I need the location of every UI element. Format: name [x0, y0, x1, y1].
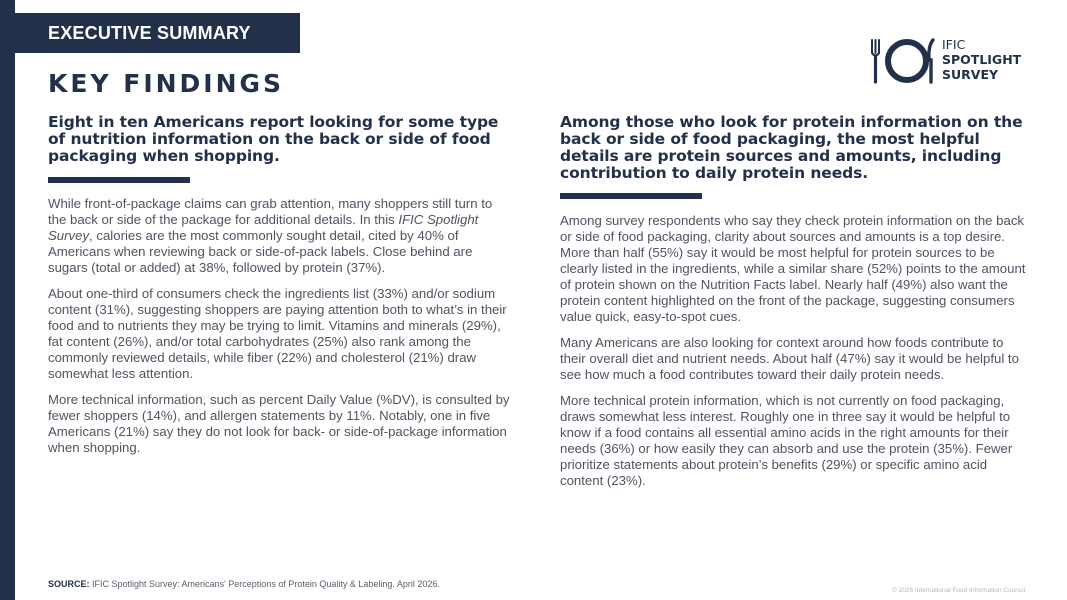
- left-divider: [48, 177, 190, 183]
- right-divider: [560, 193, 702, 199]
- right-paragraph-1: Among survey respondents who say they check protein information on the back or side of food packaging, clarity about sources and amounts is a top desire. More than half (55%) say it would be most helpful for protein sources to be clearly listed in the ingredients, while a similar share (52%) points to the amount of protein shown on the Nutrition Facts label. Nearly half (49%) also want the protein content highlighted on the front of the package, suggesting consumers value quick, easy-to-spot cues.: [560, 213, 1026, 324]
- source-label: SOURCE:: [48, 579, 90, 589]
- right-paragraph-3: More technical protein information, which is not currently on food packaging, draws somewhat less interest. Roughly one in three say it would be helpful to know if a food contains all essential amino acids in the right amounts for their needs (36%) or how easily they can absorb and use the protein (35%). Fewer prioritize statements about protein’s benefits (29%) or specific amino acid content (23%).: [560, 393, 1013, 488]
- copyright-notice: © 2026 International Food Information Council: [892, 587, 1026, 594]
- page-title: KEY FINDINGS: [48, 69, 285, 98]
- logo-line-2: SPOTLIGHT: [942, 52, 1022, 67]
- side-stripe: [0, 0, 15, 600]
- left-p1-text-b: , calories are the most commonly sought detail, cited by 40% of Americans when reviewing back or side-of-pack labels. Close behind are sugars (total or added) at 38%, followed by protein (37%).: [48, 228, 473, 275]
- section-tag: EXECUTIVE SUMMARY: [15, 13, 300, 53]
- left-heading: Eight in ten Americans report looking for some type of nutrition information on the back or side of food packaging when shopping.: [48, 113, 499, 165]
- left-paragraph-2: About one-third of consumers check the ingredients list (33%) and/or sodium content (31%), suggesting shoppers are paying attention both to what’s in their food and to nutrients they may be trying to limit. Vitamins and minerals (29%), fat content (26%), and/or total carbohydrates (25%) also rank among the commonly reviewed details, while fiber (22%) and cholesterol (21%) draw somewhat less attention.: [48, 286, 507, 381]
- left-paragraph-1: [48, 196, 514, 276]
- logo-line-3: SURVEY: [942, 67, 999, 82]
- ific-logo: [870, 36, 1030, 86]
- left-paragraph-3: More technical information, such as percent Daily Value (%DV), is consulted by fewer shoppers (14%), and allergen statements by 11%. Notably, one in five Americans (21%) say they do not look for back- or side-of-package information when shopping.: [48, 392, 510, 455]
- source-text: IFIC Spotlight Survey: Americans' Perceptions of Protein Quality & Labeling. April 2026.: [89, 579, 440, 589]
- logo-line-1: IFIC: [942, 37, 966, 52]
- survey-name: IFIC Spotlight Survey: [48, 212, 479, 243]
- right-paragraph-2: Many Americans are also looking for context around how foods contribute to their overall diet and nutrient needs. About half (47%) say it would be helpful to see how much a food contributes toward their daily protein needs.: [560, 335, 1019, 382]
- right-heading: Among those who look for protein information on the back or side of food packaging, the most helpful details are protein sources and amounts, including contribution to daily protein needs.: [560, 113, 1023, 182]
- right-column: [560, 114, 1030, 499]
- fork-plate-icon: [870, 36, 938, 86]
- left-column: [48, 114, 514, 466]
- left-p1-text-a: While front-of-package claims can grab attention, many shoppers still turn to the back or side of the package for additional details. In this: [48, 196, 493, 227]
- source-note: [48, 579, 440, 589]
